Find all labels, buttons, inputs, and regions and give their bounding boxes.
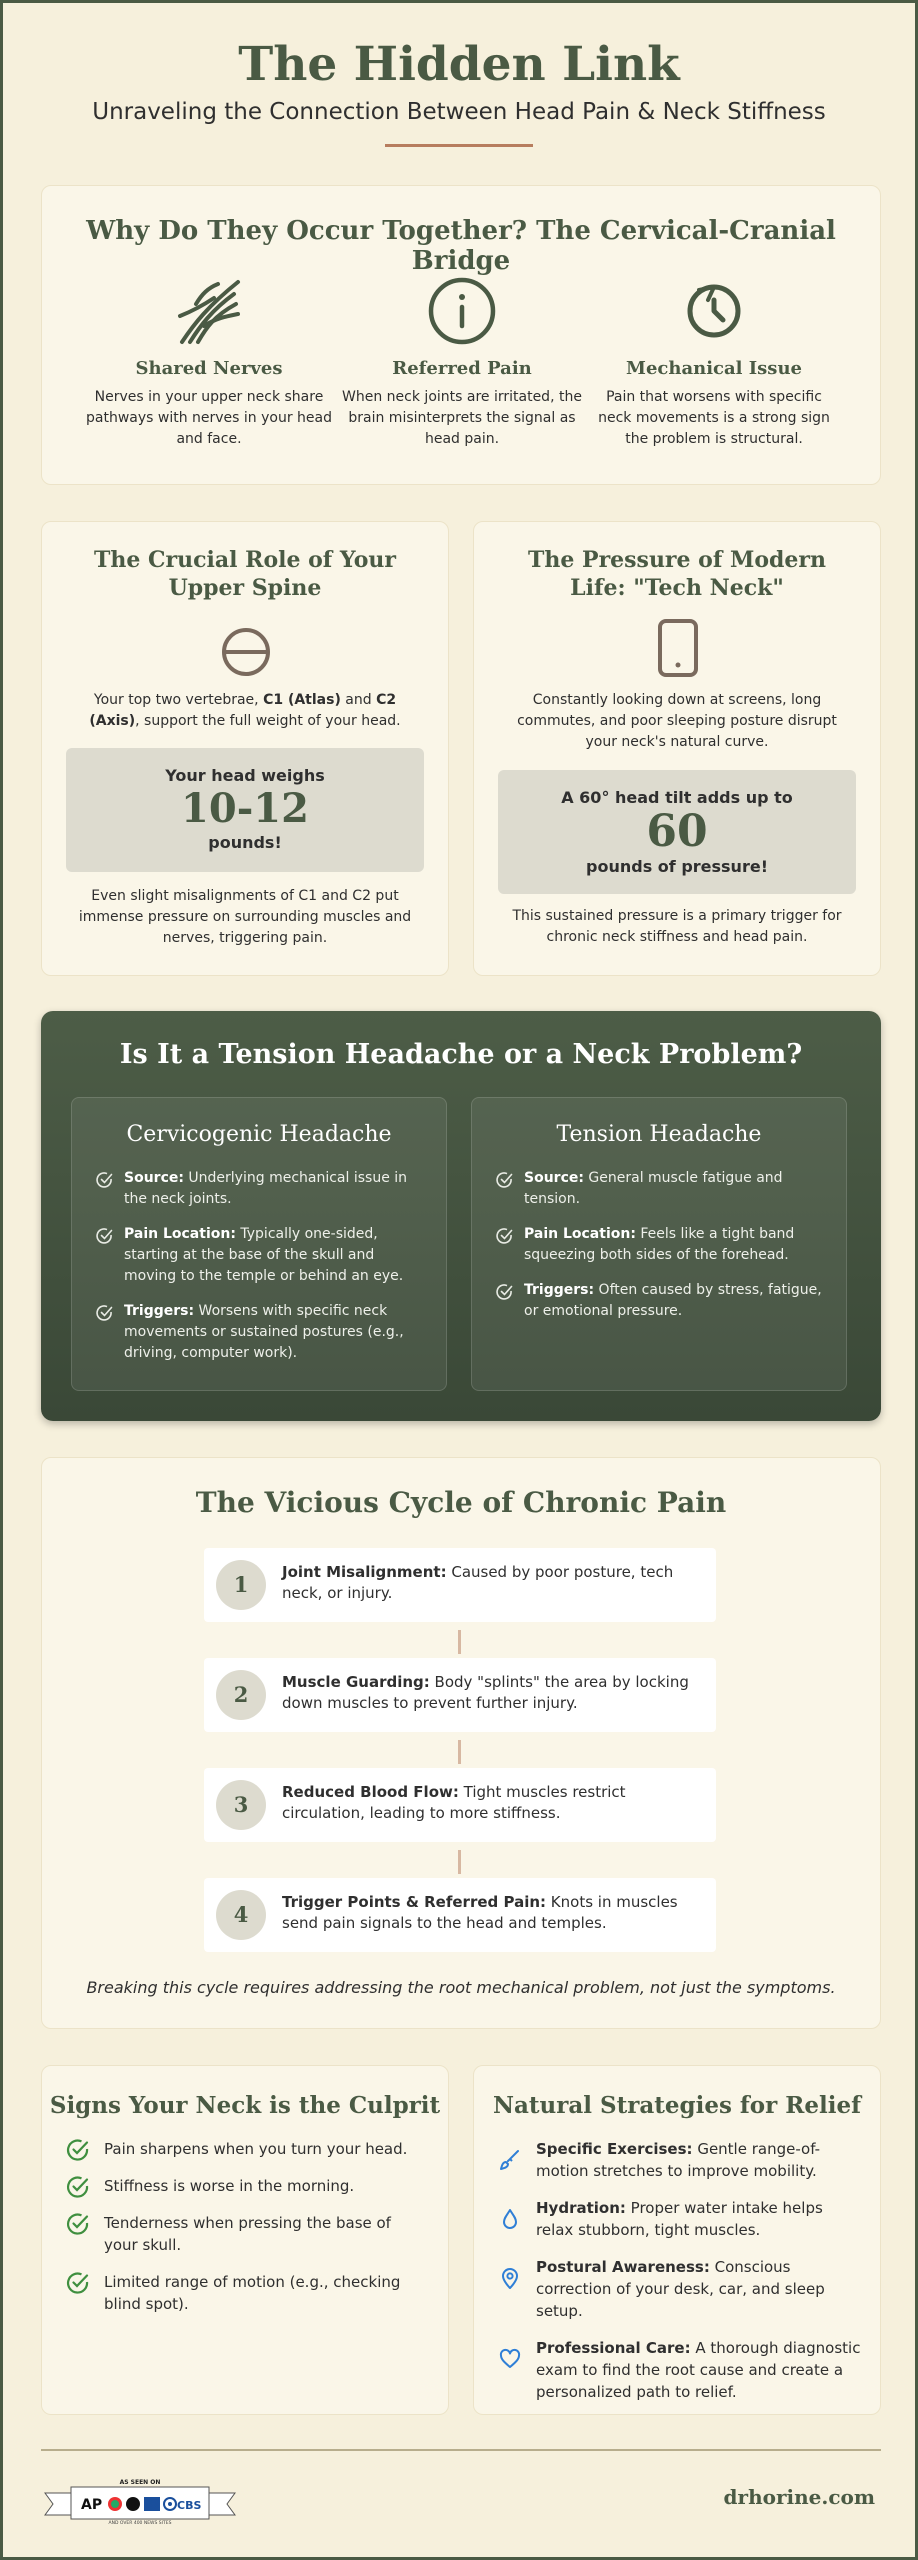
bridge-section xyxy=(41,185,881,485)
step-number: 3 xyxy=(216,1780,266,1830)
signs-title: Signs Your Neck is the Culprit xyxy=(49,2092,441,2119)
step-number: 1 xyxy=(216,1560,266,1610)
title-divider xyxy=(385,144,533,147)
bridge-title: Why Do They Occur Together? The Cervical-Cranial Bridge xyxy=(86,216,836,276)
relief-card xyxy=(473,2065,881,2415)
list-item: Pain Location: Typically one-sided, starting at the base of the skull and moving to the temple or behind an eye. xyxy=(96,1224,426,1287)
nerves-icon xyxy=(174,276,244,346)
feature-title: Mechanical Issue xyxy=(626,358,802,379)
list-item: Pain sharpens when you turn your head. xyxy=(66,2138,428,2160)
tilt-pressure-stat xyxy=(498,770,856,894)
check-circle-icon xyxy=(66,2212,90,2236)
list-item: Source: General muscle fatigue and tension. xyxy=(496,1168,826,1210)
cycle-step xyxy=(204,1878,716,1952)
network-abc-icon xyxy=(126,2497,140,2511)
cervicogenic-list xyxy=(96,1168,426,1378)
feature-text: Pain that worsens with specific neck movements is a strong sign the problem is structural. xyxy=(598,389,830,447)
brush-icon xyxy=(498,2148,522,2172)
network-ap: AP xyxy=(81,2497,103,2513)
page-title: The Hidden Link xyxy=(238,37,680,92)
as-seen-on-badge xyxy=(43,2475,237,2525)
list-item: Tenderness when pressing the base of your skull. xyxy=(66,2212,428,2256)
feature-text: When neck joints are irritated, the brain misinterprets the signal as head pain. xyxy=(342,389,582,447)
stat-unit: pounds! xyxy=(208,833,282,852)
step-text: Muscle Guarding: Body "splints" the area by locking down muscles to prevent further injury. xyxy=(282,1673,689,1712)
rotation-icon xyxy=(679,276,749,346)
stat-lead: Your head weighs xyxy=(165,766,325,785)
upper-spine-card xyxy=(41,521,449,976)
tension-card xyxy=(471,1097,847,1391)
list-item: Stiffness is worse in the morning. xyxy=(66,2175,428,2197)
step-text: Joint Misalignment: Caused by poor posture, tech neck, or injury. xyxy=(282,1563,674,1602)
cycle-title: The Vicious Cycle of Chronic Pain xyxy=(195,1486,727,1519)
tech-neck-intro: Constantly looking down at screens, long commutes, and poor sleeping posture disrupt your neck's natural curve. xyxy=(517,692,837,750)
step-connector xyxy=(458,1850,461,1874)
tension-list xyxy=(496,1168,826,1336)
seen-on-sub: AND OVER 400 NEWS SITES xyxy=(108,2521,172,2525)
page-subtitle: Unraveling the Connection Between Head Pain & Neck Stiffness xyxy=(92,99,826,125)
info-icon xyxy=(427,276,497,346)
upper-spine-intro: Your top two vertebrae, C1 (Atlas) and C2 (Axis), support the full weight of your head. xyxy=(89,692,401,729)
check-circle-icon xyxy=(96,1171,114,1189)
tension-title: Tension Headache xyxy=(556,1122,762,1147)
stat-lead: A 60° head tilt adds up to xyxy=(561,788,793,807)
tech-neck-card xyxy=(473,521,881,976)
heart-icon xyxy=(498,2347,522,2371)
check-circle-icon xyxy=(496,1227,514,1245)
feature-shared-nerves xyxy=(84,276,334,450)
relief-title: Natural Strategies for Relief xyxy=(492,2092,862,2119)
feature-text: Nerves in your upper neck share pathways with nerves in your head and face. xyxy=(85,389,333,447)
cycle-step xyxy=(204,1548,716,1622)
list-item: Source: Underlying mechanical issue in the neck joints. xyxy=(96,1168,426,1210)
tech-neck-outro: This sustained pressure is a primary trigger for chronic neck stiffness and head pain. xyxy=(512,908,842,945)
check-circle-icon xyxy=(66,2138,90,2162)
phone-icon xyxy=(650,618,706,678)
cycle-step xyxy=(204,1658,716,1732)
tech-neck-title: The Pressure of Modern Life: "Tech Neck" xyxy=(528,547,826,601)
vertebra-icon xyxy=(218,622,274,682)
list-item: Limited range of motion (e.g., checking blind spot). xyxy=(66,2271,428,2315)
network-cbs: CBS xyxy=(177,2499,202,2512)
step-connector xyxy=(458,1630,461,1654)
list-item: Hydration: Proper water intake helps relax stubborn, tight muscles. xyxy=(494,2197,862,2241)
relief-list xyxy=(494,2138,862,2418)
feature-title: Referred Pain xyxy=(392,358,532,379)
list-item: Triggers: Often caused by stress, fatigue, or emotional pressure. xyxy=(496,1280,826,1322)
check-circle-icon xyxy=(66,2175,90,2199)
step-text: Reduced Blood Flow: Tight muscles restrict circulation, leading to more stiffness. xyxy=(282,1783,626,1822)
check-circle-icon xyxy=(96,1227,114,1245)
step-text: Trigger Points & Referred Pain: Knots in muscles send pain signals to the head and temples. xyxy=(282,1893,678,1932)
cervicogenic-card xyxy=(71,1097,447,1391)
step-connector xyxy=(458,1740,461,1764)
step-number: 4 xyxy=(216,1890,266,1940)
signs-list xyxy=(66,2138,428,2330)
check-circle-icon xyxy=(496,1171,514,1189)
list-item: Specific Exercises: Gentle range-of-motion stretches to improve mobility. xyxy=(494,2138,862,2182)
feature-title: Shared Nerves xyxy=(135,358,283,379)
list-item: Triggers: Worsens with specific neck movements or sustained postures (e.g., driving, computer work). xyxy=(96,1301,426,1364)
headhache-comparison xyxy=(41,1011,881,1421)
footer-divider xyxy=(41,2449,881,2451)
network-cw-icon xyxy=(144,2497,160,2511)
signs-card xyxy=(41,2065,449,2415)
comparison-title: Is It a Tension Headache or a Neck Problem? xyxy=(119,1039,803,1070)
check-circle-icon xyxy=(496,1283,514,1301)
feature-mechanical-issue xyxy=(589,276,839,450)
droplet-icon xyxy=(498,2207,522,2231)
stat-value: 60 xyxy=(646,806,708,857)
pain-cycle-section xyxy=(41,1457,881,2029)
check-circle-icon xyxy=(66,2271,90,2295)
location-pin-icon xyxy=(498,2266,522,2290)
head-weight-stat xyxy=(66,748,424,872)
stat-value: 10-12 xyxy=(181,785,309,832)
cycle-step xyxy=(204,1768,716,1842)
feature-referred-pain xyxy=(337,276,587,450)
upper-spine-title: The Crucial Role of Your Upper Spine xyxy=(94,547,396,601)
cycle-note: Breaking this cycle requires addressing the root mechanical problem, not just the symptoms. xyxy=(86,1978,836,1997)
cervicogenic-title: Cervicogenic Headache xyxy=(126,1122,392,1147)
list-item: Pain Location: Feels like a tight band squeezing both sides of the forehead. xyxy=(496,1224,826,1266)
seen-on-label: AS SEEN ON xyxy=(119,2479,161,2486)
step-number: 2 xyxy=(216,1670,266,1720)
list-item: Professional Care: A thorough diagnostic exam to find the root cause and create a personalized path to relief. xyxy=(494,2337,862,2403)
check-circle-icon xyxy=(96,1304,114,1322)
stat-unit: pounds of pressure! xyxy=(586,857,768,876)
list-item: Postural Awareness: Conscious correction of your desk, car, and sleep setup. xyxy=(494,2256,862,2322)
site-url[interactable]: drhorine.com xyxy=(723,2485,875,2509)
upper-spine-outro: Even slight misalignments of C1 and C2 put immense pressure on surrounding muscles and nerves, triggering pain. xyxy=(78,888,412,946)
